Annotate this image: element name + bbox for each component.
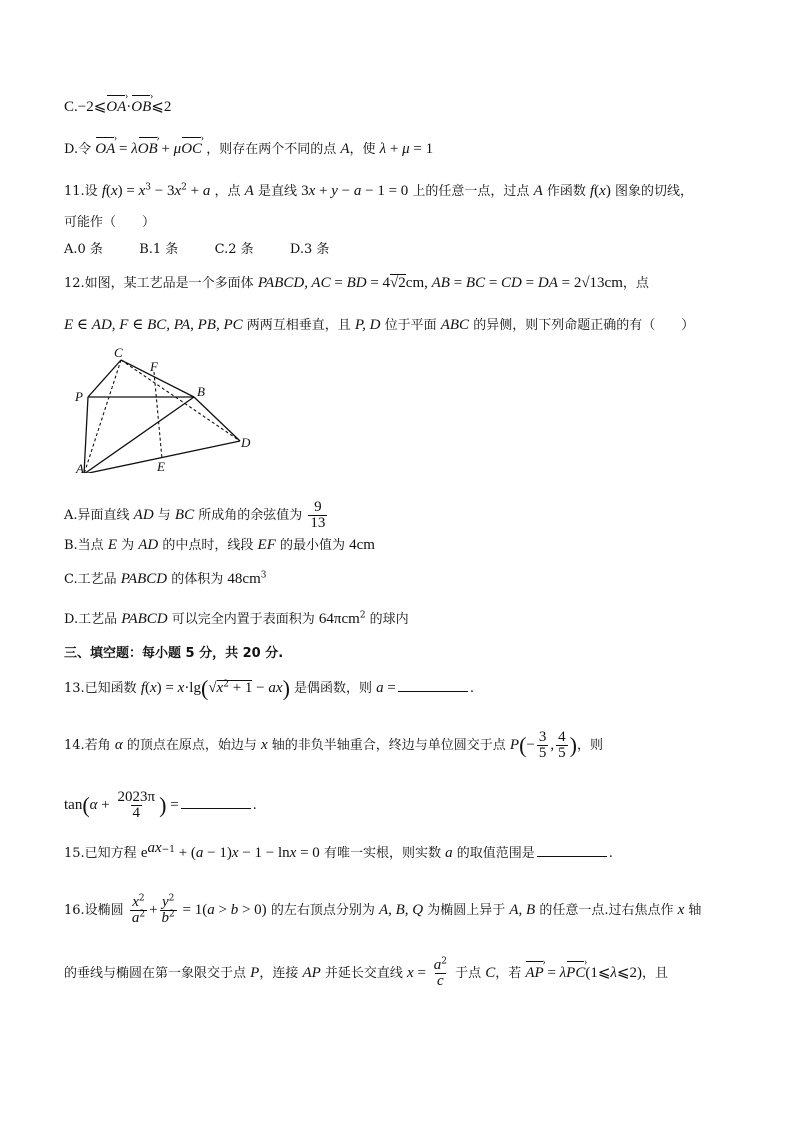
label-e: E — [157, 459, 165, 473]
q16-stem-line1: 16.设椭圆 $\frac{x^2}{a^2}$ + $\frac{y^2}{b^2}$ = 1(a > b > 0) 的左右顶点分别为 A, B, Q 为椭圆上异于 A, B 的任意一点.过右焦点作 x 轴 — [64, 893, 702, 926]
q14-stem-line1: 14.若角 α 的顶点在原点，始边与 x 轴的非负半轴重合，终边与单位圆交于点 P(− $\frac{3}{5}$ , $\frac{4}{5}$ )，则 — [64, 729, 603, 761]
q11-option-c: C.2 条 — [214, 242, 254, 257]
q16-stem-line2: 的垂线与椭圆在第一象限交于点 P，连接 AP 并延长交直线 x = $\frac{a^2}{c}$ 于点 C，若 AP › = λPC ›(1⩽λ⩽2)，且 — [64, 958, 668, 989]
label-c: C — [114, 345, 123, 360]
q10-option-c: C.−2⩽OA ›·OB ›⩽2 — [64, 98, 171, 117]
fraction-9-13: $\frac{9}{13}$ — [310, 499, 326, 531]
q11-options — [64, 241, 329, 259]
q11-stem-line2: 可能作（ ） — [64, 215, 156, 230]
polyhedron-diagram — [64, 343, 264, 473]
label-d: D — [241, 435, 251, 450]
q13-stem: 13.已知函数 $f(x) = x\cdot\lg(√x^2 + 1 - ax)$ 是偶函数，则 a = . — [64, 675, 475, 701]
q12-stem-line1: 12.如图，某工艺品是一个多面体 PABCD, AC = BD = 4√2cm, AB = BC = CD = DA = 2√13cm，点 — [64, 275, 649, 291]
label-p: P — [75, 389, 83, 404]
section-3-title: 三、填空题：每小题 5 分，共 20 分. — [64, 646, 284, 661]
label-a: A — [76, 461, 84, 473]
label-b: B — [197, 384, 205, 399]
q14-stem-line2: tan(α + $\frac{2023\pi}{4}$ ) = . — [64, 789, 257, 821]
q12-stem-line2: E ∈ AD, F ∈ BC, PA, PB, PC 两两互相垂直，且 P, D 位于平面 ABC 的异侧，则下列命题正确的有（ ） — [64, 317, 695, 333]
q12-option-a: A.异面直线 AD 与 BC 所成角的余弦值为 $\frac{9}{13}$ — [64, 499, 326, 531]
q12-option-d: D.工艺品 PABCD 可以完全内置于表面积为 64πcm$^2$ 的球内 — [64, 610, 409, 627]
q12-option-b: B.当点 E 为 AD 的中点时，线段 EF 的最小值为 4cm — [64, 537, 375, 553]
q10-option-d: D.令 OA › = λOB › + μOC › ，则存在两个不同的点 A，使 λ + μ = 1 — [64, 140, 433, 159]
q11-option-a: A.0 条 — [64, 242, 103, 257]
q11-option-b: B.1 条 — [139, 242, 179, 257]
q15-answer-blank[interactable] — [537, 843, 607, 857]
label-f: F — [150, 359, 158, 374]
q11-option-d: D.3 条 — [289, 242, 330, 257]
q13-answer-blank[interactable] — [398, 678, 468, 692]
q14-answer-blank[interactable] — [181, 795, 251, 809]
q12-option-c: C.工艺品 PABCD 的体积为 $48cm^3$ — [64, 570, 267, 587]
q11-stem-line1: 11.设 $f(x) = x^3 - 3x^2 + a$ ，点 A 是直线 3x + y − a − 1 = 0 上的任意一点，过点 A 作函数 f(x) 图象的切线， — [64, 182, 693, 199]
q15-stem: 15.已知方程 $e^{ax-1} + (a - 1)x - 1 - \ln x = 0$ 有唯一实根，则实数 a 的取值范围是 . — [64, 839, 613, 861]
